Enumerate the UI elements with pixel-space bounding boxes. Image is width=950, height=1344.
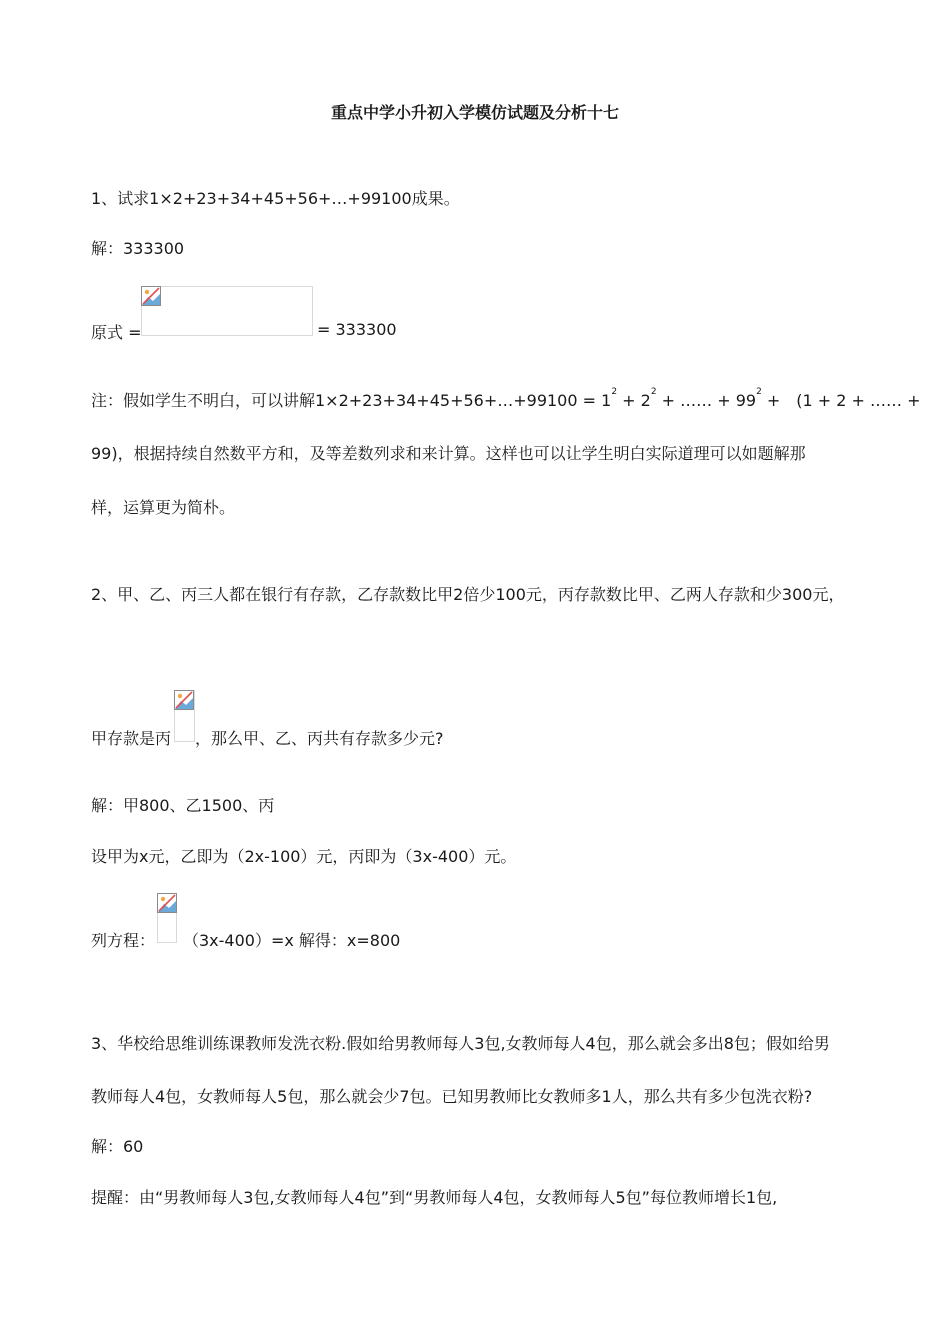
q3-question-line2: 教师每人4包，女教师每人5包，那么就会少7包。已知男教师比女教师多1人，那么共有多少包洗衣粉? [91,1087,813,1106]
q1-note-line2: 99)，根据持续自然数平方和，及等差数列求和来计算。这样也可以让学生明白实际道理可以如题解那 [91,444,806,463]
q1-note-text: + …… + 99 [656,391,757,410]
q2-equation-label: 列方程： [91,931,156,950]
broken-image-icon [141,286,161,306]
q1-formula-result: = 333300 [317,320,397,339]
q1-answer: 解：333300 [91,239,185,258]
q2-setup: 设甲为x元，乙即为（2x-100）元，丙即为（3x-400）元。 [91,847,517,866]
q2-question-line1: 2、甲、乙、丙三人都在银行有存款，乙存款数比甲2倍少100元，丙存款数比甲、乙两人存款和少300元， [91,585,845,604]
broken-image-icon [174,690,194,710]
formula-image-placeholder [141,286,313,336]
q1-note-line1 [91,387,921,412]
fraction-image-placeholder [157,893,177,943]
q1-note-text: 注：假如学生不明白，可以讲解1×2+23+34+45+56+…+99100 = 1 [91,391,612,410]
q3-hint: 提醒：由“男教师每人3包,女教师每人4包”到“男教师每人4包，女教师每人5包”每位教师增长1包, [91,1188,778,1207]
q1-formula-prefix: 原式 = [91,323,142,342]
q1-note-text: + 2 [617,391,651,410]
square-exponent: 2 [611,387,618,397]
q1-question: 1、试求1×2+23+34+45+56+…+99100成果。 [91,189,460,208]
broken-image-icon [157,893,177,913]
fraction-image-placeholder [174,690,195,742]
square-exponent: 2 [650,387,657,397]
q1-note-text: + (1 + 2 + …… + [761,391,921,410]
q3-answer: 解：60 [91,1137,144,1156]
q1-note-line3: 样，运算更为简朴。 [91,498,236,517]
document-title: 重点中学小升初入学模仿试题及分析十七 [330,103,619,122]
q2-answer: 解：甲800、乙1500、丙 [91,796,275,815]
square-exponent: 2 [756,387,762,397]
q3-question-line1: 3、华校给思维训练课教师发洗衣粉.假如给男教师每人3包,女教师每人4包，那么就会多出8包；假如给男 [91,1034,830,1053]
q2-question-text: 甲存款是丙 [91,729,172,748]
q2-question-text: ，那么甲、乙、丙共有存款多少元? [195,729,444,748]
q2-equation-text: （3x-400）=x 解得：x=800 [183,931,401,950]
